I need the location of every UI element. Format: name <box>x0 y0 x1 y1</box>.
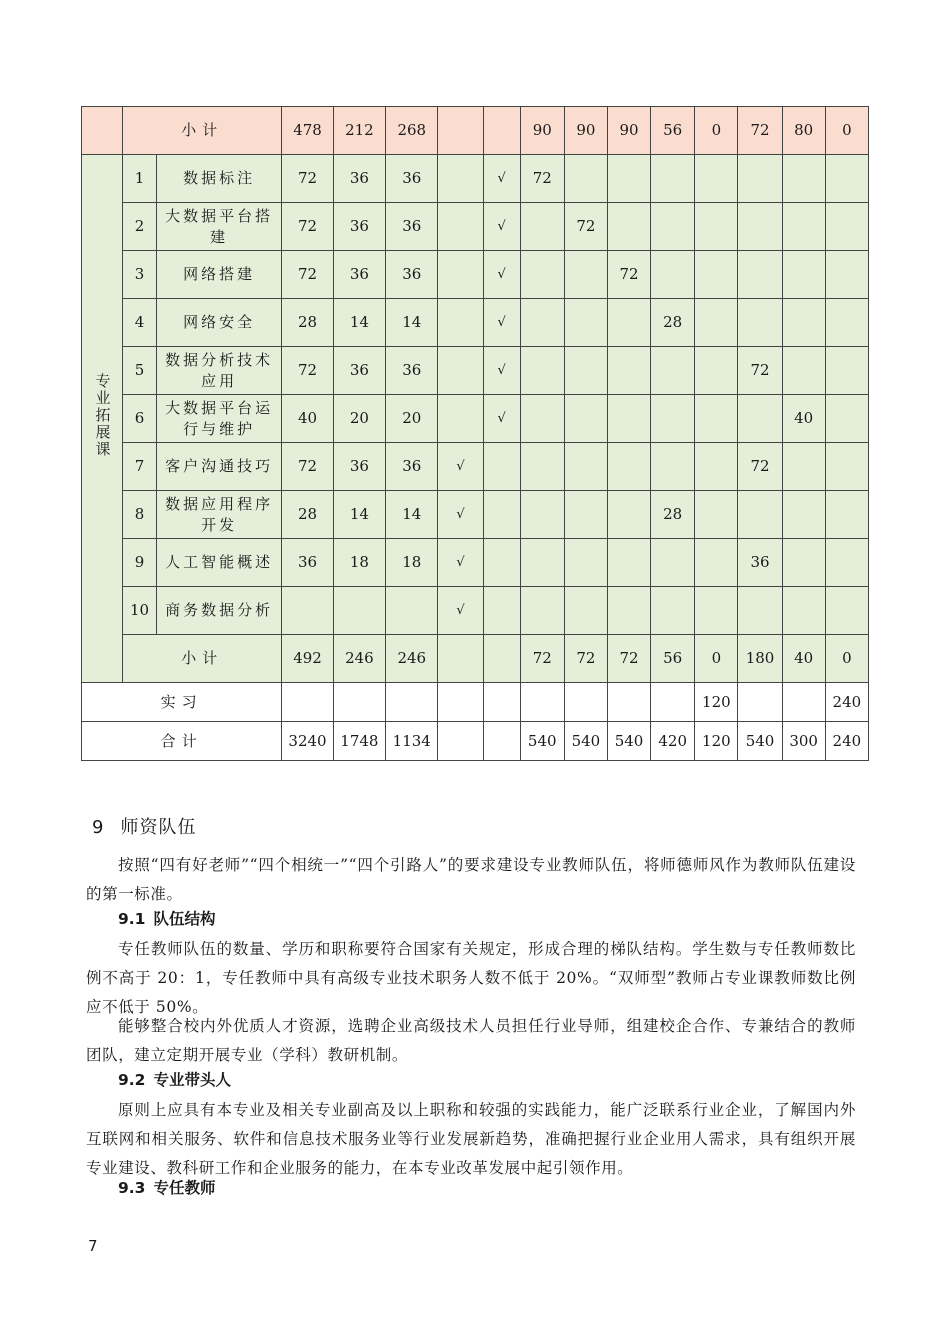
value-cell <box>564 395 607 443</box>
course-name: 数据分析技术应用 <box>156 347 281 395</box>
total-row <box>82 722 869 761</box>
blank-cell <box>82 107 123 155</box>
value-cell: √ <box>438 539 483 587</box>
value-cell: 36 <box>386 347 438 395</box>
course-number: 3 <box>123 251 157 299</box>
table-row <box>82 251 869 299</box>
value-cell: 28 <box>282 299 333 347</box>
value-cell: 90 <box>520 107 564 155</box>
value-cell <box>651 395 695 443</box>
subtotal-label: 小计 <box>123 107 282 155</box>
table-row <box>82 155 869 203</box>
table-row <box>82 443 869 491</box>
value-cell: 36 <box>333 347 385 395</box>
value-cell <box>438 299 483 347</box>
value-cell <box>564 539 607 587</box>
value-cell <box>520 395 564 443</box>
subsection-9-2-heading: 9.2 专业带头人 <box>118 1071 231 1089</box>
value-cell <box>651 155 695 203</box>
course-name: 网络搭建 <box>156 251 281 299</box>
value-cell <box>333 587 385 635</box>
value-cell: 420 <box>651 722 695 761</box>
value-cell: 40 <box>782 635 825 683</box>
subtotal-row <box>82 107 869 155</box>
value-cell: 0 <box>695 107 738 155</box>
table-row <box>82 491 869 539</box>
subtotal-row <box>82 635 869 683</box>
value-cell: 240 <box>825 722 868 761</box>
value-cell <box>520 443 564 491</box>
value-cell <box>825 539 868 587</box>
value-cell: 20 <box>386 395 438 443</box>
value-cell <box>520 587 564 635</box>
value-cell: 28 <box>282 491 333 539</box>
course-number: 10 <box>123 587 157 635</box>
value-cell <box>782 155 825 203</box>
value-cell <box>607 539 650 587</box>
value-cell <box>483 722 520 761</box>
value-cell <box>483 107 520 155</box>
value-cell <box>607 491 650 539</box>
value-cell <box>438 635 483 683</box>
value-cell <box>483 635 520 683</box>
value-cell: 18 <box>333 539 385 587</box>
value-cell <box>738 251 782 299</box>
value-cell: 72 <box>607 635 650 683</box>
value-cell <box>438 395 483 443</box>
value-cell <box>520 347 564 395</box>
value-cell: √ <box>483 395 520 443</box>
internship-row <box>82 683 869 722</box>
value-cell: 120 <box>695 722 738 761</box>
value-cell <box>438 203 483 251</box>
value-cell <box>825 443 868 491</box>
total-label: 合计 <box>82 722 282 761</box>
value-cell <box>825 203 868 251</box>
course-number: 8 <box>123 491 157 539</box>
value-cell <box>483 443 520 491</box>
course-schedule-table <box>81 106 869 761</box>
value-cell: √ <box>438 443 483 491</box>
value-cell <box>695 203 738 251</box>
value-cell: √ <box>483 203 520 251</box>
subtotal-label: 小计 <box>123 635 282 683</box>
value-cell: 72 <box>564 635 607 683</box>
value-cell <box>564 683 607 722</box>
value-cell: 72 <box>738 443 782 491</box>
value-cell <box>607 347 650 395</box>
value-cell: 36 <box>333 203 385 251</box>
value-cell <box>607 443 650 491</box>
value-cell <box>438 251 483 299</box>
value-cell <box>282 683 333 722</box>
value-cell: 212 <box>333 107 385 155</box>
value-cell <box>607 587 650 635</box>
value-cell: 28 <box>651 299 695 347</box>
table-row <box>82 347 869 395</box>
table-row <box>82 587 869 635</box>
value-cell <box>564 587 607 635</box>
value-cell <box>386 587 438 635</box>
value-cell: 72 <box>564 203 607 251</box>
value-cell: 1748 <box>333 722 385 761</box>
value-cell <box>738 155 782 203</box>
course-name: 商务数据分析 <box>156 587 281 635</box>
value-cell: 540 <box>607 722 650 761</box>
value-cell: 36 <box>386 155 438 203</box>
value-cell <box>738 587 782 635</box>
value-cell: √ <box>483 155 520 203</box>
value-cell <box>564 443 607 491</box>
section-intro: 按照“四有好老师”“四个相统一”“四个引路人”的要求建设专业教师队伍，将师德师风作为教师队伍建设的第一标准。 <box>86 856 856 903</box>
value-cell <box>782 203 825 251</box>
course-name: 数据应用程序开发 <box>156 491 281 539</box>
value-cell: 40 <box>782 395 825 443</box>
value-cell <box>738 395 782 443</box>
value-cell: 300 <box>782 722 825 761</box>
value-cell: √ <box>483 299 520 347</box>
value-cell: 246 <box>386 635 438 683</box>
value-cell: 72 <box>282 155 333 203</box>
value-cell <box>607 299 650 347</box>
table-row <box>82 203 869 251</box>
value-cell: 36 <box>282 539 333 587</box>
value-cell <box>520 683 564 722</box>
value-cell <box>564 299 607 347</box>
value-cell <box>651 203 695 251</box>
section-label: 专业拓展课 <box>93 373 112 458</box>
value-cell: 120 <box>695 683 738 722</box>
value-cell <box>607 155 650 203</box>
value-cell <box>695 539 738 587</box>
value-cell <box>695 443 738 491</box>
value-cell <box>825 491 868 539</box>
value-cell: 246 <box>333 635 385 683</box>
value-cell <box>651 539 695 587</box>
value-cell <box>695 251 738 299</box>
value-cell <box>825 347 868 395</box>
value-cell <box>564 251 607 299</box>
value-cell <box>695 347 738 395</box>
value-cell: 28 <box>651 491 695 539</box>
value-cell <box>782 683 825 722</box>
value-cell: 90 <box>607 107 650 155</box>
value-cell <box>333 683 385 722</box>
value-cell <box>782 299 825 347</box>
value-cell: 72 <box>738 107 782 155</box>
value-cell <box>520 299 564 347</box>
value-cell <box>564 491 607 539</box>
value-cell <box>438 722 483 761</box>
value-cell: 180 <box>738 635 782 683</box>
value-cell <box>520 203 564 251</box>
paragraph-team-structure: 专任教师队伍的数量、学历和职称要符合国家有关规定，形成合理的梯队结构。学生数与专任教师数比例不高于 20：1，专任教师中具有高级专业技术职务人数不低于 20%。“双师型”教师占专业课教师数比例应不低于 50%。 <box>86 940 856 1016</box>
value-cell: 72 <box>520 155 564 203</box>
value-cell <box>695 299 738 347</box>
value-cell: 72 <box>520 635 564 683</box>
value-cell <box>782 539 825 587</box>
value-cell <box>738 299 782 347</box>
value-cell: 80 <box>782 107 825 155</box>
course-number: 9 <box>123 539 157 587</box>
course-number: 2 <box>123 203 157 251</box>
value-cell <box>282 587 333 635</box>
course-name: 大数据平台搭建 <box>156 203 281 251</box>
page-number: 7 <box>88 1237 98 1255</box>
value-cell <box>483 539 520 587</box>
value-cell <box>651 251 695 299</box>
value-cell: 14 <box>333 299 385 347</box>
subsection-9-3-heading: 9.3 专任教师 <box>118 1179 216 1197</box>
value-cell <box>825 155 868 203</box>
value-cell <box>738 203 782 251</box>
value-cell: 492 <box>282 635 333 683</box>
value-cell <box>651 347 695 395</box>
value-cell: 0 <box>695 635 738 683</box>
table-row <box>82 395 869 443</box>
course-name: 网络安全 <box>156 299 281 347</box>
value-cell <box>564 155 607 203</box>
course-number: 7 <box>123 443 157 491</box>
value-cell: 36 <box>386 443 438 491</box>
course-name: 人工智能概述 <box>156 539 281 587</box>
value-cell <box>695 155 738 203</box>
value-cell <box>520 491 564 539</box>
value-cell: 20 <box>333 395 385 443</box>
value-cell: 240 <box>825 683 868 722</box>
value-cell <box>782 251 825 299</box>
value-cell: 72 <box>607 251 650 299</box>
value-cell <box>651 683 695 722</box>
value-cell <box>483 587 520 635</box>
value-cell <box>825 251 868 299</box>
value-cell: √ <box>438 491 483 539</box>
value-cell: 72 <box>738 347 782 395</box>
value-cell: 36 <box>333 155 385 203</box>
value-cell: 36 <box>333 443 385 491</box>
value-cell <box>651 587 695 635</box>
value-cell: 0 <box>825 107 868 155</box>
value-cell <box>386 683 438 722</box>
value-cell <box>825 395 868 443</box>
value-cell <box>825 587 868 635</box>
value-cell: 40 <box>282 395 333 443</box>
value-cell <box>438 683 483 722</box>
table-row <box>82 299 869 347</box>
table-row <box>82 539 869 587</box>
value-cell: 36 <box>386 203 438 251</box>
value-cell: 72 <box>282 443 333 491</box>
value-cell: 540 <box>520 722 564 761</box>
value-cell: 36 <box>333 251 385 299</box>
value-cell <box>738 683 782 722</box>
value-cell: 268 <box>386 107 438 155</box>
value-cell <box>782 347 825 395</box>
value-cell: √ <box>438 587 483 635</box>
course-name: 客户沟通技巧 <box>156 443 281 491</box>
course-number: 4 <box>123 299 157 347</box>
value-cell: 1134 <box>386 722 438 761</box>
value-cell: 14 <box>386 299 438 347</box>
value-cell: 90 <box>564 107 607 155</box>
value-cell <box>695 491 738 539</box>
value-cell: 14 <box>333 491 385 539</box>
paragraph-program-leader: 原则上应具有本专业及相关专业副高及以上职称和较强的实践能力，能广泛联系行业企业，了解国内外互联网和相关服务、软件和信息技术服务业等行业发展新趋势，准确把握行业企业用人需求，具有组织开展专业建设、教科研工作和企业服务的能力，在本专业改革发展中起引领作用。 <box>86 1101 856 1177</box>
section-heading: 9 师资队伍 <box>92 817 197 838</box>
value-cell <box>782 587 825 635</box>
value-cell: 540 <box>738 722 782 761</box>
value-cell: 478 <box>282 107 333 155</box>
value-cell: 36 <box>386 251 438 299</box>
value-cell <box>520 251 564 299</box>
value-cell <box>607 683 650 722</box>
value-cell <box>483 491 520 539</box>
value-cell: 56 <box>651 107 695 155</box>
value-cell: 56 <box>651 635 695 683</box>
value-cell <box>607 395 650 443</box>
course-number: 6 <box>123 395 157 443</box>
value-cell <box>782 443 825 491</box>
course-name: 数据标注 <box>156 155 281 203</box>
course-number: 5 <box>123 347 157 395</box>
value-cell <box>782 491 825 539</box>
value-cell <box>651 443 695 491</box>
value-cell: 0 <box>825 635 868 683</box>
value-cell: √ <box>483 347 520 395</box>
paragraph-talent-resources: 能够整合校内外优质人才资源，选聘企业高级技术人员担任行业导师，组建校企合作、专兼结合的教师团队，建立定期开展专业（学科）教研机制。 <box>86 1017 856 1064</box>
value-cell: 3240 <box>282 722 333 761</box>
section-label-cell <box>82 155 123 683</box>
course-number: 1 <box>123 155 157 203</box>
value-cell <box>564 347 607 395</box>
value-cell: 72 <box>282 251 333 299</box>
value-cell: 18 <box>386 539 438 587</box>
value-cell <box>438 347 483 395</box>
value-cell <box>607 203 650 251</box>
value-cell: 36 <box>738 539 782 587</box>
value-cell: 540 <box>564 722 607 761</box>
value-cell: 14 <box>386 491 438 539</box>
value-cell <box>825 299 868 347</box>
internship-label: 实习 <box>82 683 282 722</box>
value-cell <box>520 539 564 587</box>
value-cell <box>438 155 483 203</box>
course-name: 大数据平台运行与维护 <box>156 395 281 443</box>
value-cell: √ <box>483 251 520 299</box>
value-cell <box>695 395 738 443</box>
subsection-9-1-heading: 9.1 队伍结构 <box>118 910 216 928</box>
value-cell <box>483 683 520 722</box>
value-cell <box>438 107 483 155</box>
value-cell <box>695 587 738 635</box>
value-cell: 72 <box>282 203 333 251</box>
value-cell: 72 <box>282 347 333 395</box>
value-cell <box>738 491 782 539</box>
